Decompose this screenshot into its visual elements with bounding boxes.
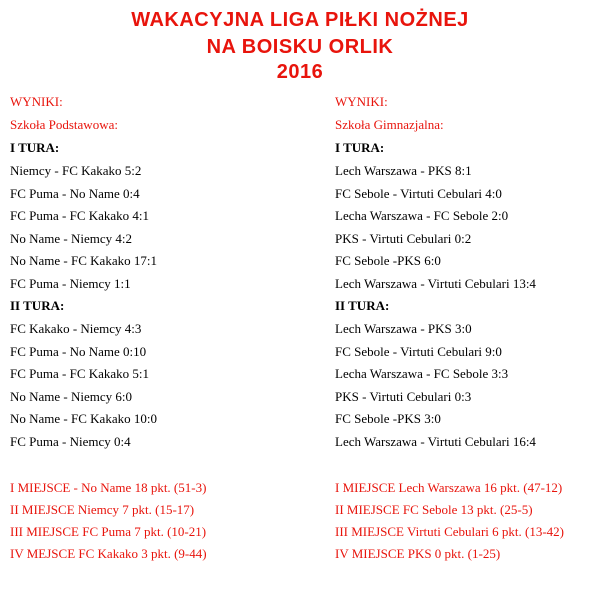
match-result: FC Puma - No Name 0:10 [10, 344, 147, 359]
standing-place: I MIEJSCE - No Name 18 pkt. (51-3) [10, 480, 207, 495]
title-line-1: WAKACYJNA LIGA PIŁKI NOŻNEJ [131, 9, 469, 31]
match-result: FC Puma - No Name 0:4 [10, 186, 140, 201]
match-result: Lech Warszawa - PKS 3:0 [335, 321, 472, 336]
match-result: No Name - FC Kakako 17:1 [10, 253, 157, 268]
match-result: No Name - Niemcy 4:2 [10, 231, 133, 246]
match-result: Lech Warszawa - PKS 8:1 [335, 163, 472, 178]
match-result: FC Puma - FC Kakako 5:1 [10, 366, 150, 381]
round-1-label: I TURA: [10, 140, 60, 155]
school-label: Szkoła Podstawowa: [10, 117, 118, 132]
standing-place: II MIEJSCE Niemcy 7 pkt. (15-17) [10, 502, 195, 517]
results-label: WYNIKI: [10, 94, 63, 109]
match-result: FC Kakako - Niemcy 4:3 [10, 321, 142, 336]
standing-place: III MIEJSCE Virtuti Cebulari 6 pkt. (13-42) [335, 524, 564, 539]
standing-place: IV MEJSCE FC Kakako 3 pkt. (9-44) [10, 546, 207, 561]
match-result: FC Sebole -PKS 6:0 [335, 253, 441, 268]
standing-place: III MIEJSCE FC Puma 7 pkt. (10-21) [10, 524, 207, 539]
match-result: PKS - Virtuti Cebulari 0:3 [335, 389, 472, 404]
standing-place: II MIEJSCE FC Sebole 13 pkt. (25-5) [335, 502, 533, 517]
match-result: Lecha Warszawa - FC Sebole 3:3 [335, 366, 509, 381]
title-line-2: NA BOISKU ORLIK [206, 36, 394, 58]
match-result: No Name - Niemcy 6:0 [10, 389, 133, 404]
school-label: Szkoła Gimnazjalna: [335, 117, 444, 132]
match-result: FC Sebole - Virtuti Cebulari 4:0 [335, 186, 502, 201]
round-2-label: II TURA: [335, 298, 390, 313]
match-result: Lech Warszawa - Virtuti Cebulari 13:4 [335, 276, 536, 291]
round-2-label: II TURA: [10, 298, 65, 313]
results-label: WYNIKI: [335, 94, 388, 109]
match-result: No Name - FC Kakako 10:0 [10, 411, 157, 426]
match-result: FC Sebole - Virtuti Cebulari 9:0 [335, 344, 502, 359]
match-result: PKS - Virtuti Cebulari 0:2 [335, 231, 472, 246]
match-result: FC Puma - Niemcy 0:4 [10, 434, 131, 449]
match-result: FC Sebole -PKS 3:0 [335, 411, 441, 426]
standing-place: I MIEJSCE Lech Warszawa 16 pkt. (47-12) [335, 480, 563, 495]
title-line-3: 2016 [276, 61, 324, 83]
match-result: Lecha Warszawa - FC Sebole 2:0 [335, 208, 509, 223]
match-result: Lech Warszawa - Virtuti Cebulari 16:4 [335, 434, 536, 449]
match-result: Niemcy - FC Kakako 5:2 [10, 163, 142, 178]
standing-place: IV MIEJSCE PKS 0 pkt. (1-25) [335, 546, 501, 561]
match-result: FC Puma - FC Kakako 4:1 [10, 208, 150, 223]
round-1-label: I TURA: [335, 140, 385, 155]
match-result: FC Puma - Niemcy 1:1 [10, 276, 131, 291]
